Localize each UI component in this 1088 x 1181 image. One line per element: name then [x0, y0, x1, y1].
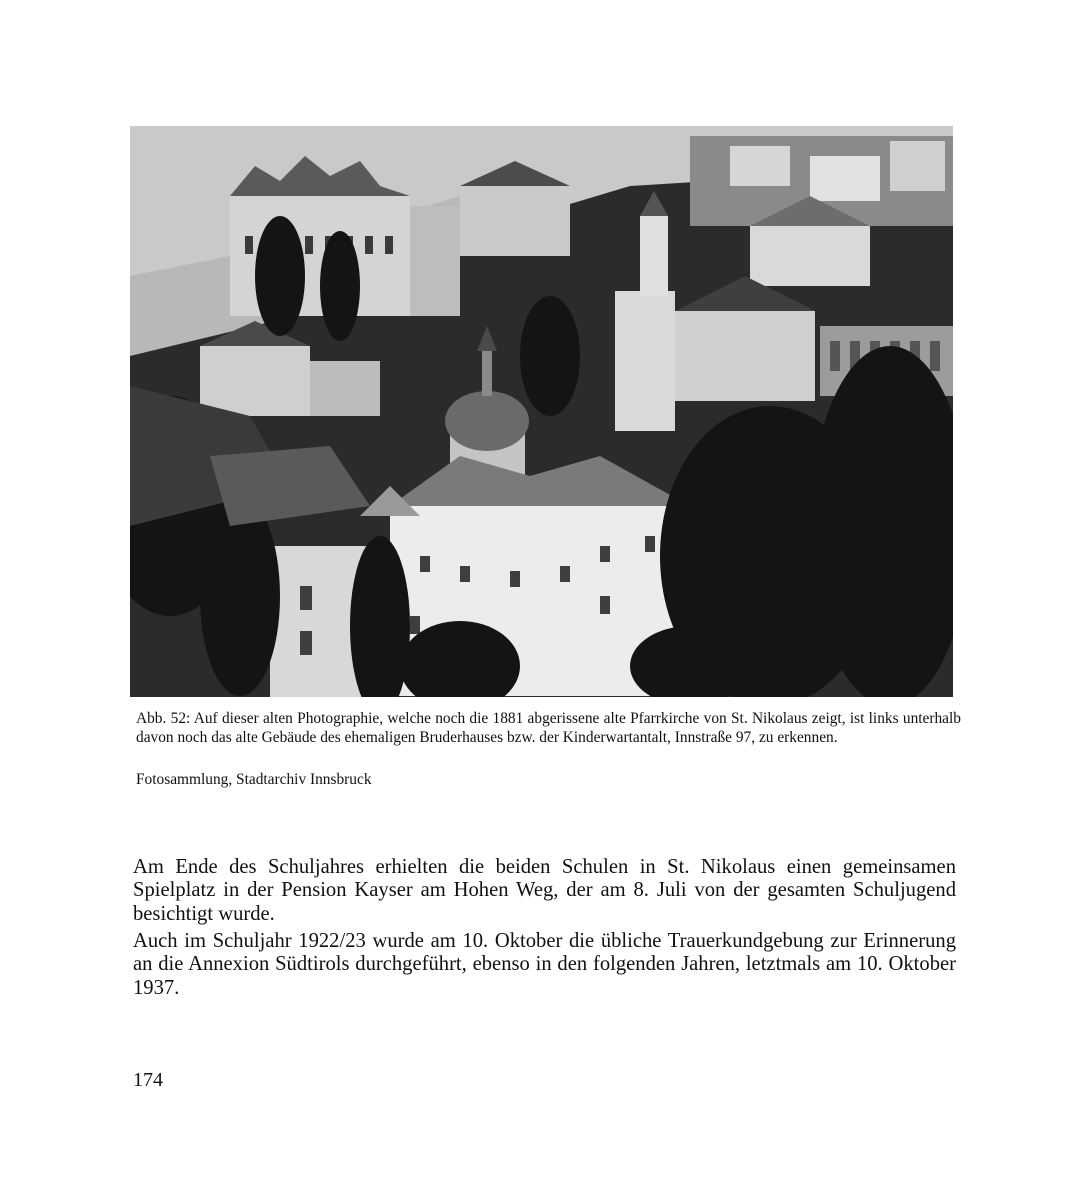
body-paragraph-2: Auch im Schuljahr 1922/23 wurde am 10. Oktober die übliche Trauerkundgebung zur Erinnerung an die Annexion Südtirols durchgeführt, ebenso in den folgenden Jahren, letztmals am 10. Oktober 1937.	[133, 930, 956, 999]
figure-caption: Abb. 52: Auf dieser alten Photographie, welche noch die 1881 abgerissene alte Pfarrkirche von St. Nikolaus zeigt, ist links unterhalb davon noch das alte Gebäude des ehemaligen Bruderhauses bzw. der Kinderwartantalt, Innstraße 97, zu erkennen.	[136, 710, 961, 746]
figure-source: Fotosammlung, Stadtarchiv Innsbruck	[136, 771, 372, 788]
page-number: 174	[133, 1069, 163, 1091]
photo-illustration	[130, 126, 953, 697]
historic-photograph	[130, 126, 953, 697]
body-paragraph-1: Am Ende des Schuljahres erhielten die beiden Schulen in St. Nikolaus einen gemeinsamen Spielplatz in der Pension Kayser am Hohen Weg, der am 8. Juli von der gesamten Schuljugend besichtigt wurde.	[133, 856, 956, 925]
